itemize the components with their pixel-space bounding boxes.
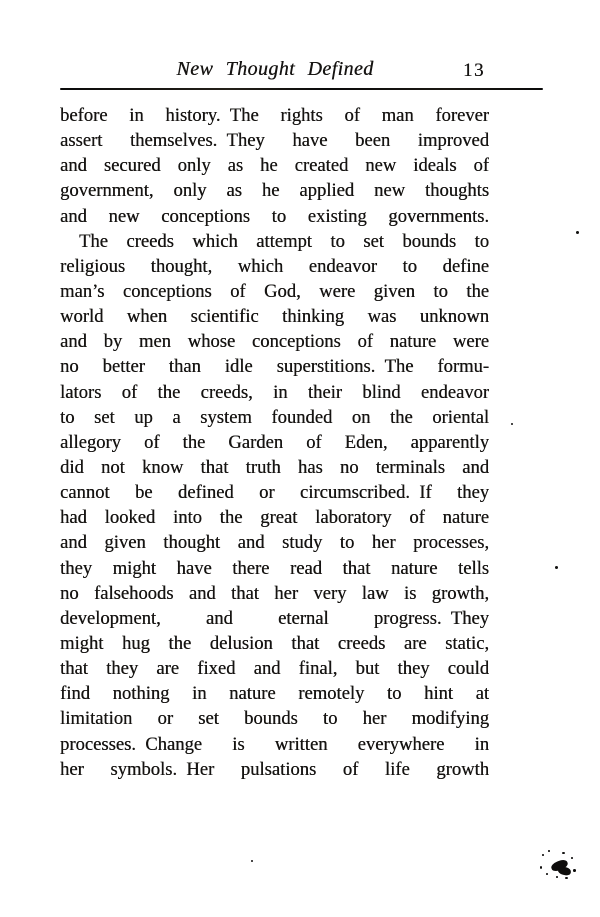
ink-speck (576, 231, 579, 234)
text-line: no better than idle superstitions. The formu- (60, 356, 489, 378)
text-line: and given thought and study to her processes, (60, 532, 489, 554)
text-line: assert themselves. They have been improved (60, 130, 489, 152)
ink-speck (251, 860, 253, 862)
body-text (60, 103, 489, 782)
text-line: no falsehoods and that her very law is growth, (60, 582, 489, 604)
text-line-paragraph-start: The creeds which attempt to set bounds to (79, 230, 489, 252)
chapter-title: New Thought Defined (176, 58, 374, 80)
text-line: lators of the creeds, in their blind endeavor (60, 381, 489, 403)
ink-smudge (538, 848, 578, 886)
text-line: and secured only as he created new ideals of (60, 155, 489, 177)
text-line: had looked into the great laboratory of nature (60, 507, 489, 529)
text-line: did not know that truth has no terminals and (60, 456, 489, 478)
text-line: her symbols. Her pulsations of life growth (60, 758, 489, 780)
text-line: man’s conceptions of God, were given to the (60, 280, 489, 302)
text-line: before in history. The rights of man forever (60, 105, 489, 126)
text-line: development, and eternal progress. They (60, 607, 489, 629)
running-header (60, 58, 490, 84)
text-line: and new conceptions to existing governments. (60, 205, 489, 227)
header-rule (60, 88, 543, 90)
text-line: world when scientific thinking was unknown (60, 306, 489, 328)
text-line: processes. Change is written everywhere in (60, 733, 489, 755)
ink-speck (511, 423, 513, 425)
text-line: might hug the delusion that creeds are static, (60, 632, 489, 654)
text-line: to set up a system founded on the oriental (60, 406, 489, 428)
text-line: cannot be defined or circumscribed. If they (60, 482, 489, 504)
text-line: they might have there read that nature tells (60, 557, 489, 579)
page-number: 13 (463, 60, 485, 81)
text-line: limitation or set bounds to her modifying (60, 708, 489, 730)
text-line: allegory of the Garden of Eden, apparently (60, 431, 489, 453)
text-line: find nothing in nature remotely to hint at (60, 683, 489, 705)
text-line: and by men whose conceptions of nature were (60, 331, 489, 353)
ink-speck (555, 566, 558, 569)
text-line: government, only as he applied new thoughts (60, 180, 489, 202)
text-line: religious thought, which endeavor to define (60, 255, 489, 277)
text-line: that they are fixed and final, but they could (60, 658, 489, 680)
